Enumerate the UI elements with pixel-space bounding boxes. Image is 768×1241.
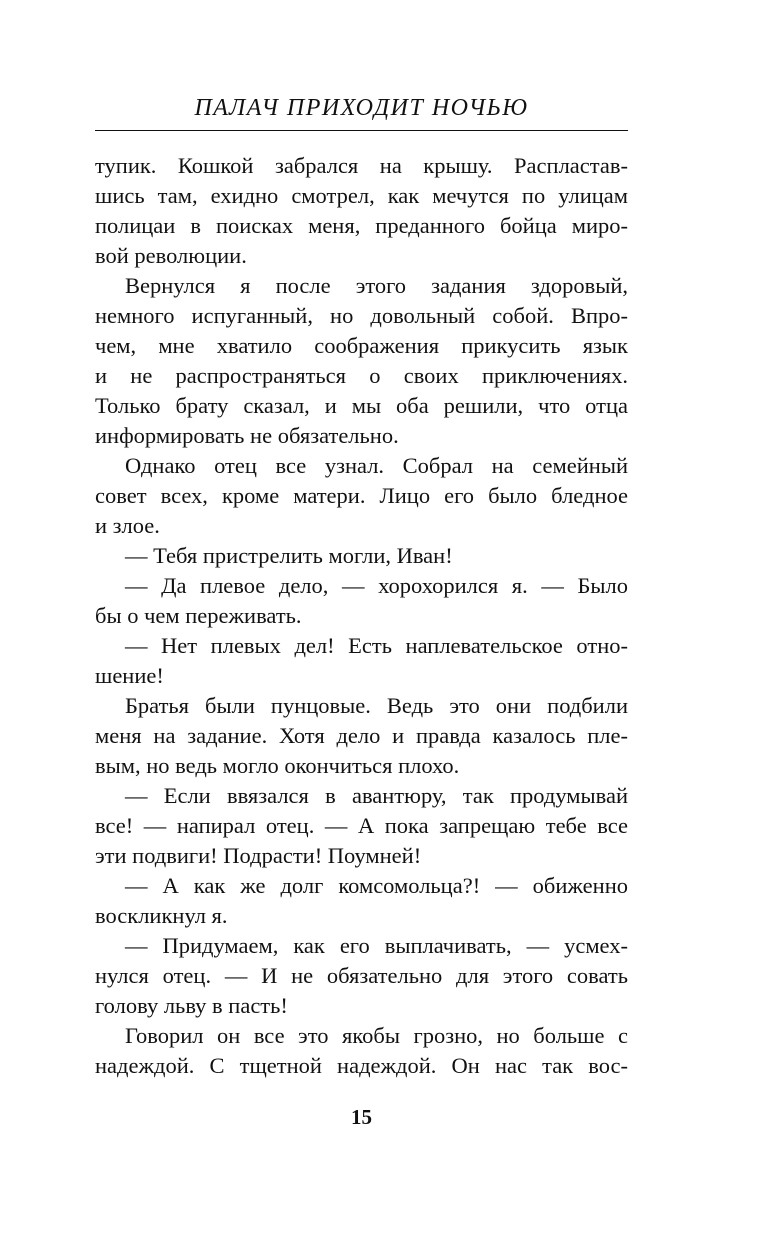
paragraph bbox=[95, 631, 628, 691]
text-line: полицаи в поисках меня, преданного бойца миро- bbox=[95, 213, 628, 238]
text-line: — Придумаем, как его выплачивать, — усмех- bbox=[125, 933, 628, 958]
text-line: Говорил он все это якобы грозно, но больше с bbox=[125, 1023, 628, 1048]
paragraph bbox=[95, 1021, 628, 1081]
text-line: чем, мне хватило соображения прикусить язык bbox=[95, 333, 628, 358]
text-line: эти подвиги! Подрасти! Поумней! bbox=[95, 843, 422, 868]
text-line: и злое. bbox=[95, 513, 160, 538]
paragraph bbox=[95, 871, 628, 931]
text-line: шись там, ехидно смотрел, как мечутся по улицам bbox=[95, 183, 628, 208]
text-line: шение! bbox=[95, 663, 164, 688]
header-rule bbox=[95, 130, 628, 131]
text-line: информировать не обязательно. bbox=[95, 423, 399, 448]
text-line: и не распространяться о своих приключениях. bbox=[95, 363, 628, 388]
text-line: меня на задание. Хотя дело и правда казалось пле- bbox=[95, 723, 628, 748]
body-text bbox=[95, 151, 628, 1081]
text-line: Однако отец все узнал. Собрал на семейный bbox=[125, 453, 628, 478]
page-number: 15 bbox=[351, 1105, 372, 1129]
text-line: — Нет плевых дел! Есть наплевательское отно- bbox=[125, 633, 628, 658]
text-line: воскликнул я. bbox=[95, 903, 228, 928]
text-line: — А как же долг комсомольца?! — обиженно bbox=[125, 873, 628, 898]
paragraph bbox=[95, 781, 628, 871]
text-line: немного испуганный, но довольный собой. Впро- bbox=[95, 303, 628, 328]
paragraph bbox=[95, 691, 628, 781]
text-line: вым, но ведь могло окончиться плохо. bbox=[95, 753, 460, 778]
text-line: голову льву в пасть! bbox=[95, 993, 288, 1018]
text-line: бы о чем переживать. bbox=[95, 603, 302, 628]
paragraph bbox=[95, 451, 628, 541]
running-head: ПАЛАЧ ПРИХОДИТ НОЧЬЮ bbox=[194, 95, 529, 121]
paragraph bbox=[95, 571, 628, 631]
paragraph bbox=[95, 931, 628, 1021]
text-line: нулся отец. — И не обязательно для этого совать bbox=[95, 963, 628, 988]
text-line: Вернулся я после этого задания здоровый, bbox=[125, 273, 628, 298]
text-line: — Если ввязался в авантюру, так продумывай bbox=[125, 783, 628, 808]
text-line: Только брату сказал, и мы оба решили, что отца bbox=[95, 393, 628, 418]
text-line: тупик. Кошкой забрался на крышу. Распластав- bbox=[95, 153, 628, 178]
text-line: — Тебя пристрелить могли, Иван! bbox=[125, 543, 453, 568]
text-line: вой революции. bbox=[95, 243, 247, 268]
text-line: Братья были пунцовые. Ведь это они подбили bbox=[125, 693, 628, 718]
text-line: надеждой. С тщетной надеждой. Он нас так вос- bbox=[95, 1053, 628, 1078]
text-line: — Да плевое дело, — хорохорился я. — Было bbox=[125, 573, 628, 598]
text-line: совет всех, кроме матери. Лицо его было бледное bbox=[95, 483, 628, 508]
paragraph bbox=[95, 151, 628, 271]
paragraph bbox=[95, 271, 628, 451]
paragraph bbox=[95, 541, 628, 571]
text-line: все! — напирал отец. — А пока запрещаю тебе все bbox=[95, 813, 628, 838]
